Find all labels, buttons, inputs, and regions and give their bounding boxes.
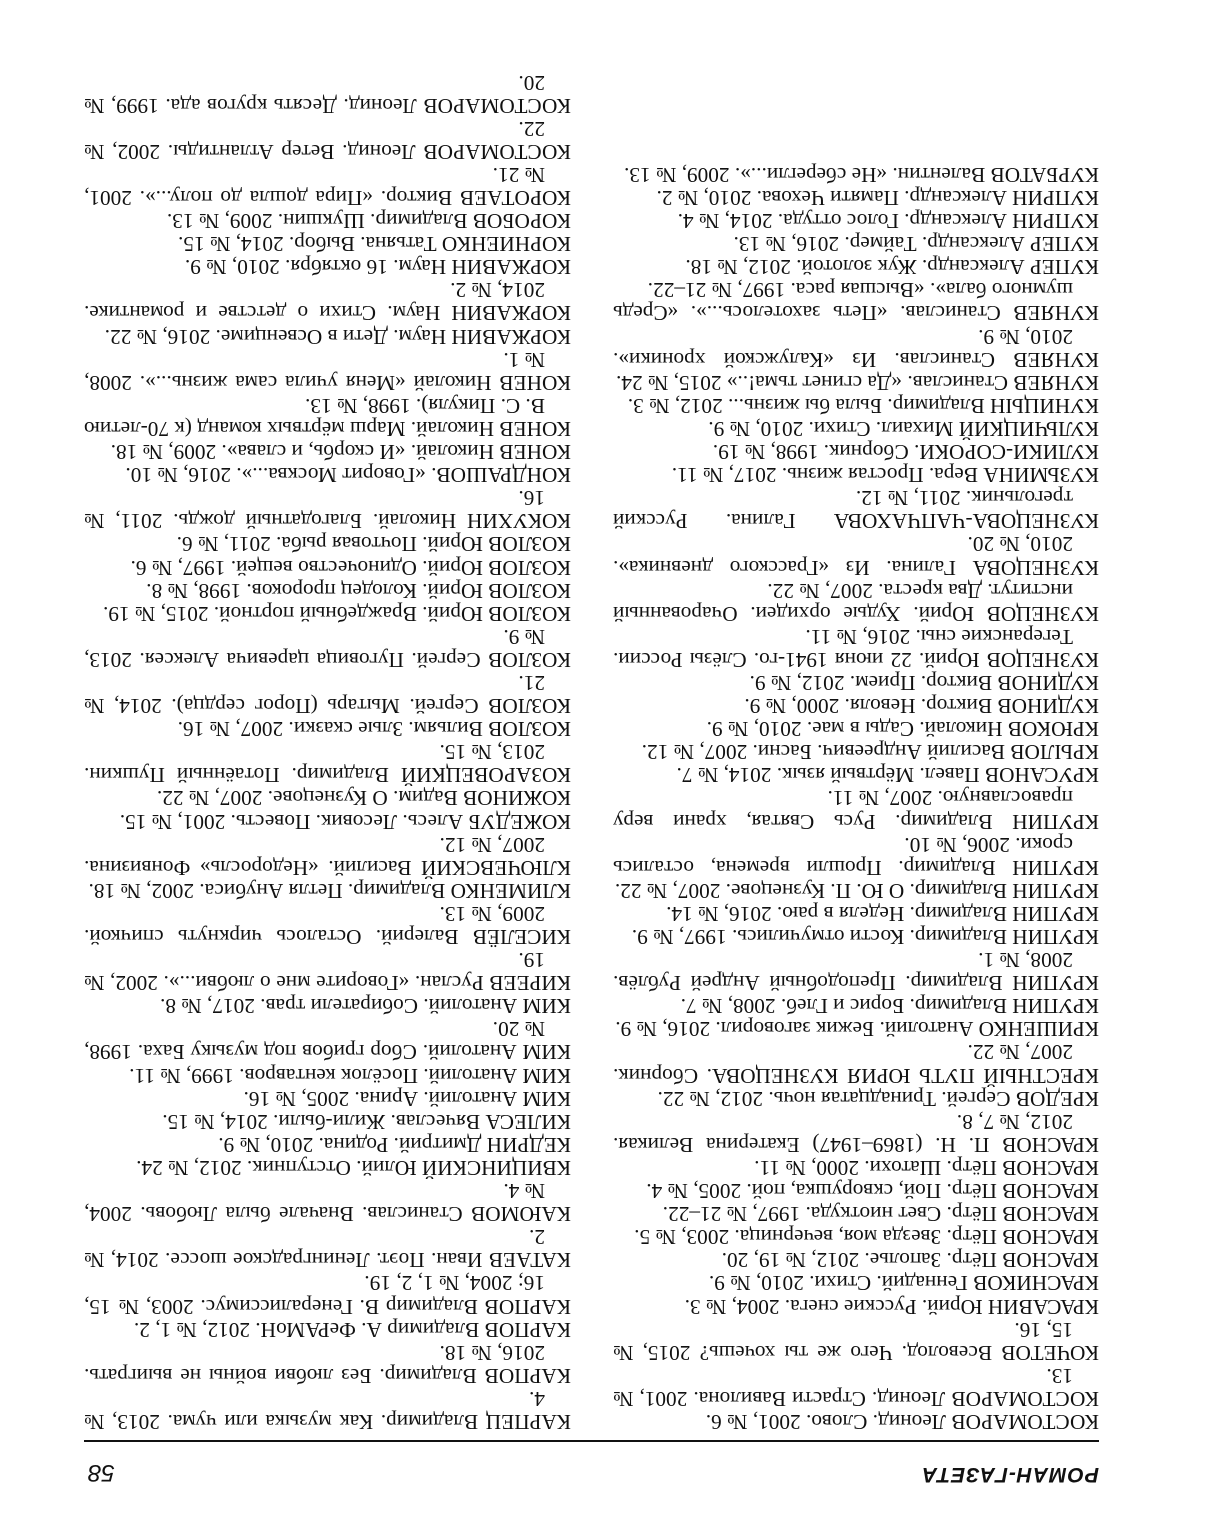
- bibliography-entry: КИМ Анатолий. Арина. 2005, № 16.: [243, 1086, 571, 1111]
- bibliography-entry: КРУПИН Владимир. Прошли времена, остались сроки. 2006, № 10.: [613, 832, 1099, 880]
- bibliography-entry: КРАСНОВ П. Н. (1869–1947) Екатерина Великая. 2012, № 7, 8.: [613, 1109, 1099, 1157]
- bibliography-entry: КУРБАТОВ Валентин. «Не сберегли...». 2009, № 13.: [624, 162, 1099, 187]
- bibliography-entry: КОЗЛОВ Юрий. Колодец пророков. 1998, № 8.: [146, 578, 571, 603]
- bibliography-entry: КОСТОМАРОВ Леонид. Страсти Вавилона. 2001, № 13.: [613, 1363, 1099, 1411]
- bibliography-entry: КРАСНОВ Пётр. Заполье. 2012, № 19, 20.: [721, 1248, 1099, 1273]
- bibliography-entry: КИЛЕСА Вячеслав. Жили-были. 2014, № 15.: [162, 1109, 571, 1134]
- bibliography-entry: КУЗЬМИНА Вера. Простая жизнь. 2017, № 11.: [671, 463, 1099, 488]
- bibliography-entry: КОРЖАВИН Наум. Стихи о детстве и романтике. 2014, № 2.: [84, 278, 571, 326]
- bibliography-entry: КОРОТАЕВ Виктор. «Пира дошла до полу...». 2001, № 21.: [84, 162, 571, 211]
- bibliography-entry: КОЗАРОВЕЦКИЙ Владимир. Потаённый Пушкин. 2013, № 15.: [84, 740, 571, 788]
- bibliography-entry: КАЮМОВ Станислав. Вначале была Любовь. 2004, № 4.: [84, 1179, 571, 1227]
- bibliography-entry: КОСТОМАРОВ Леонид. Десять кругов ада. 1999, № 20.: [84, 70, 571, 118]
- bibliography-entry: КРУСАНОВ Павел. Мёртвый язык. 2014, № 7.: [676, 763, 1099, 788]
- bibliography-entry: КУПЕР Александр. Жук золотой. 2012, № 18.: [685, 255, 1099, 280]
- bibliography-entry: КУПРИН Александр. Памяти Чехова. 2010, № 2.: [656, 186, 1099, 211]
- bibliography-entry: КАРПОВ Владимир. Без любви войны не выиграть. 2016, № 18.: [84, 1340, 571, 1388]
- bibliography-entry: КРАСНОВ Пётр. Шатохи. 2000, № 11.: [754, 1155, 1099, 1180]
- bibliography-entry: КРЕДОВ Сергей. Тринадцатая ночь. 2012, № 22.: [657, 1086, 1099, 1111]
- bibliography-entry: КОНЕВ Николай. «И скорбь, и слава». 2009, № 18.: [110, 440, 571, 465]
- bibliography-entry: КУДИНОВ Виктор. Неволя. 2000, № 9.: [744, 694, 1099, 719]
- bibliography-entry: КУНЯЕВ Станислав. Из «Калужской хроники». 2010, № 9.: [613, 324, 1099, 372]
- bibliography-entry: КУПЕР Александр. Таймер. 2016, № 13.: [733, 232, 1099, 257]
- bibliography-entry: КУЛЬЧИЦКИЙ Михаил. Стихи. 2010, № 9.: [708, 416, 1099, 441]
- bibliography-entry: КУНЯЕВ Станислав. «Петь захотелось...». «Средь шумного бала». «Высшая раса. 1997, № 21–22.: [613, 278, 1099, 326]
- bibliography-entry: КИМ Анатолий. Посёлок кентавров. 1999, № 11.: [129, 1063, 571, 1088]
- bibliography-entry: КОЧЕТОВ Всеволод. Чего же ты хочешь? 2015, № 15, 16.: [613, 1317, 1099, 1365]
- bibliography-entry: КУПРИН Александр. Голос оттуда. 2014, № 4.: [677, 209, 1099, 234]
- bibliography-entry: КРУПИН Владимир. Неделя в раю. 2016, № 14.: [666, 901, 1099, 926]
- bibliography-entry: КРИШЕНКО Анатолий. Бежик заговорил. 2016, № 9.: [615, 1017, 1099, 1042]
- bibliography-entry: КИСЕЛЁВ Валерий. Осталось чиркнуть спичкой. 2009, № 13.: [84, 901, 571, 950]
- bibliography-entry: КОНЕВ Николай «Меня учила сама жизнь...». 2008, № 1.: [84, 347, 571, 395]
- bibliography-entry: КОЗЛОВ Юрий. Враждебный портной. 2015, № 19.: [102, 601, 571, 626]
- bibliography-entry: КОРЖАВИН Наум. 16 октября. 2010, № 9.: [184, 255, 571, 280]
- bibliography-entry: КАРПОВ Владимир В. Генералиссимус. 2003, № 15, 16; 2004, № 1, 2, 19.: [84, 1271, 571, 1319]
- bibliography-entry: КОРНИЕНКО Татьяна. Выбор. 2014, № 15.: [178, 232, 571, 257]
- page-header: [84, 1440, 1099, 1496]
- bibliography-entry: КОКУХИН Николай. Благодатный дождь. 2011, № 16.: [84, 486, 571, 534]
- bibliography-entry: КИРЕЕВ Руслан. «Говорите мне о любви...». 2002, № 19.: [84, 948, 571, 996]
- bibliography-entry: КОСТОМАРОВ Леонид. Слово. 2001, № 6.: [705, 1410, 1099, 1434]
- bibliography-entry: КОЖИНОВ Вадим. О Кузнецове. 2007, № 22.: [156, 786, 571, 811]
- bibliography-entry: КОЗЛОВ Вильям. Злые сказки. 2007, № 16.: [177, 717, 571, 742]
- bibliography-entry: КРАСНОВ Пётр. Свет ниоткуда. 1997, № 21–22.: [662, 1202, 1099, 1227]
- bibliography-entry: КАТАЕВ Иван. Поэт. Ленинградское шоссе. 2014, № 2.: [84, 1225, 571, 1273]
- bibliography-entry: КРАСАВИН Юрий. Русские снега. 2004, № 3.: [684, 1294, 1099, 1319]
- bibliography-entry: КРАСНОВ Пётр. Пой, скворушка, пой. 2005, № 4.: [646, 1179, 1099, 1204]
- bibliography-entry: КОНЕВ Николай. Марш мёртвых команд (к 70-летию В. С. Пикуля). 1998, № 13.: [84, 393, 571, 441]
- bibliography-entry: КИМ Анатолий. Сбор грибов под музыку Баха. 1998, № 20.: [84, 1017, 571, 1065]
- bibliography-entry: КОЗЛОВ Сергей. Пуговица царевича Алексея. 2013, № 9.: [84, 624, 571, 672]
- bibliography-entry: КОРЖАВИН Наум. Дети в Освенциме. 2016, № 22.: [104, 324, 571, 349]
- bibliography-entry: КОЗЛОВ Юрий. Почтовая рыба. 2011, № 6.: [176, 532, 571, 557]
- bibliography-entry: КОНДРАШОВ. «Говорит Москва...». 2016, № 10.: [125, 463, 571, 488]
- bibliography-entry: КАРПОВ Владимир А. ФеРАМоН. 2012, № 1, 2.: [133, 1317, 571, 1342]
- bibliography-entry: КУЗНЕЦОВ Юрий. Худые орхидеи. Очарованный институт. Два креста. 2007, № 22.: [613, 578, 1099, 626]
- bibliography-entry: КАРПЕЦ Владимир. Как музыка или чума. 2013, № 4.: [84, 1386, 571, 1434]
- bibliography-entry: КВИЦИНСКИЙ Юлий. Отступник. 2012, № 24.: [136, 1155, 571, 1180]
- bibliography-entry: КУЗНЕЦОВ Юрий. 22 июня 1941-го. Слёзы России. Тегеранские сны. 2016, № 11.: [613, 624, 1099, 672]
- bibliography-entry: КОЗЛОВ Сергей. Мытарь (Порог сердца). 2014, № 21.: [84, 671, 571, 719]
- bibliography-entry: КОСТОМАРОВ Леонид. Ветер Атлантиды. 2002, № 22.: [84, 116, 571, 164]
- bibliography-entry: КУНИЦЫН Владимир. Была бы жизнь... 2012, № 3.: [627, 393, 1099, 418]
- left-column: [613, 163, 1099, 1433]
- bibliography-entry: КЛЮЧЕВСКИЙ Василий. «Недоросль» Фонвизина. 2007, № 12.: [84, 832, 571, 880]
- bibliography-entry: КИМ Анатолий. Собиратели трав. 2017, № 8.: [160, 994, 571, 1019]
- right-column: [84, 70, 571, 1433]
- bibliography-entry: КРЕСТНЫЙ ПУТЬ ЮРИЯ КУЗНЕЦОВА. Сборник. 2007, № 22.: [613, 1040, 1099, 1088]
- bibliography-entry: КРУПИН Владимир. О Ю. П. Кузнецове. 2007, № 22.: [614, 878, 1099, 903]
- bibliography-entry: КРУПИН Владимир. Русь Святая, храни веру православную. 2007, № 11.: [613, 786, 1099, 834]
- bibliography-entry: КРУПИН Владимир. Кости отмучились. 1997, № 9.: [631, 925, 1099, 950]
- bibliography-entry: КУЗНЕЦОВА Галина. Из «Грасского дневника». 2010, № 20.: [613, 532, 1099, 580]
- bibliography-entry: КУНЯЕВ Станислав. «Да сгинет тьма!..» 2015, № 24.: [616, 370, 1099, 395]
- bibliography-entry: КРУПИН Владимир. Борис и Глеб. 2008, № 7.: [680, 994, 1099, 1019]
- bibliography-entry: КРУПИН Владимир. Преподобный Андрей Рублёв. 2008, № 1.: [613, 948, 1099, 996]
- bibliography-entry: КОЗЛОВ Юрий. Одиночество вещей. 1997, № 6.: [130, 555, 571, 580]
- bibliography-entry: КУЗНЕЦОВА-ЧАПЧАХОВА Галина. Русский трегольник. 2011, № 12.: [613, 486, 1099, 534]
- bibliography-entry: КРАСНИКОВ Геннадий. Стихи. 2010, № 9.: [708, 1271, 1099, 1296]
- bibliography-entry: КЛИМЕНКО Владимир. Петля Анубиса. 2002, № 18.: [88, 878, 571, 903]
- bibliography-entry: КРЫЛОВ Василий Андреевич. Басни. 2007, № 12.: [641, 740, 1099, 765]
- page-number: 58: [88, 1459, 115, 1486]
- bibliography-entry: КРЮКОВ Николай. Сады в мае. 2010, № 9.: [706, 717, 1099, 742]
- bibliography-entry: КУДИНОВ Виктор. Прием. 2012, № 9.: [749, 671, 1099, 695]
- masthead: РОМАН-ГАЗЕТА: [920, 1463, 1099, 1486]
- bibliography-entry: КЕДРИН Дмитрий. Родина. 2010, № 9.: [218, 1132, 571, 1157]
- bibliography-entry: КУЛИКИ-СОРОКИ. Сборник. 1998, № 19.: [712, 440, 1099, 465]
- bibliography-entry: КОЖЕДУБ Алесь. Лесовик. Повесть. 2001, № 15.: [119, 809, 571, 834]
- bibliography-entry: КОРОБОВ Владимир. Шукшин. 2009, № 13.: [166, 209, 571, 234]
- bibliography-entry: КРАСНОВ Пётр. Звезда моя, вечерница. 2003, № 5.: [634, 1225, 1099, 1250]
